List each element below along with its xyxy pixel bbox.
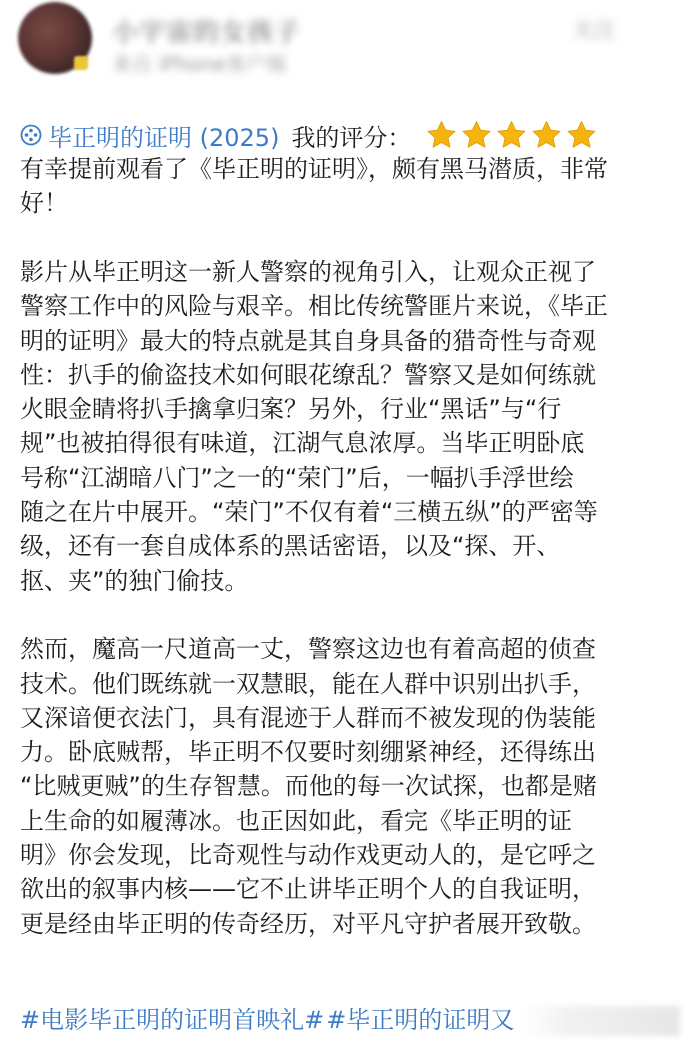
post-text-line: 力。卧底贼帮，毕正明不仅要时刻绷紧神经，还得练出 <box>20 738 596 767</box>
movie-reel-icon <box>20 124 42 146</box>
post-text-line: 欲出的叙事内核——它不止讲毕正明个人的自我证明， <box>20 875 596 904</box>
rating-label: 我的评分： <box>291 123 412 152</box>
hashtag-link[interactable]: #电影毕正明的证明首映礼# <box>20 1006 325 1034</box>
post-text-line: “比贼更贼”的生存智慧。而他的每一次试探，也都是赌 <box>20 772 597 801</box>
post-text-line: 火眼金睛将扒手擒拿归案？另外，行业“黑话”与“行 <box>20 395 562 424</box>
star-icon <box>495 119 528 151</box>
star-icon <box>460 119 493 151</box>
post-text-line: 抠、夹”的独门偷技。 <box>20 566 249 595</box>
star-icon <box>425 119 458 151</box>
post-text-line: 更是经由毕正明的传奇经历，对平凡守护者展开致敬。 <box>20 909 596 938</box>
post-text-line: 有幸提前观看了《毕正明的证明》，颇有黑马潜质，非常 <box>20 155 608 183</box>
star-icon <box>565 119 598 151</box>
post-text-line: 规”也被拍得很有味道，江湖气息浓厚。当毕正明卧底 <box>20 429 585 458</box>
post-text-line: 明》你会发现，比奇观性与动作戏更动人的，是它呼之 <box>20 841 596 869</box>
post-text-line: 性：扒手的偷盗技术如何眼花缭乱？警察又是如何练就 <box>20 360 596 389</box>
post-text-line: 影片从毕正明这一新人警察的视角引入，让观众正视了 <box>20 257 596 286</box>
username[interactable]: 小宇宙的女孩子 <box>112 18 302 48</box>
blurred-overlay <box>520 1006 680 1036</box>
hashtag-link[interactable]: #毕正明的证明又 <box>326 1006 515 1034</box>
post-meta: 来自 iPhone客户端 <box>112 52 286 76</box>
post-text-line: 技术。他们既练就一双慧眼，能在人群中识别出扒手， <box>20 669 596 698</box>
post-text-line: 又深谙便衣法门，具有混迹于人群而不被发现的伪装能 <box>20 703 596 732</box>
post-text-line: 然而，魔高一尺道高一丈，警察这边也有着高超的侦查 <box>20 635 596 664</box>
post-text-line: 明的证明》最大的特点就是其自身具备的猎奇性与奇观 <box>20 326 596 355</box>
rating-line <box>20 118 600 152</box>
verified-badge-icon <box>74 56 88 70</box>
hashtag-row <box>20 1003 516 1037</box>
post-text-line: 号称“江湖暗八门”之一的“荣门”后，一幅扒手浮世绘 <box>20 463 574 492</box>
rating-stars <box>425 119 600 151</box>
post-text-line: 警察工作中的风险与艰辛。相比传统警匪片来说，《毕正 <box>20 292 608 321</box>
post-text-line: 上生命的如履薄冰。也正因如此，看完《毕正明的证 <box>20 806 572 835</box>
movie-link[interactable]: 毕正明的证明 (2025) <box>48 123 280 152</box>
star-icon <box>530 119 563 151</box>
post-text-line: 好！ <box>20 189 68 218</box>
post-header <box>0 0 690 110</box>
post-text-line: 随之在片中展开。“荣门”不仅有着“三横五纵”的严密等 <box>20 498 598 526</box>
follow-button[interactable]: 关注 <box>572 19 617 44</box>
post-text-line: 级，还有一套自成体系的黑话密语，以及“探、开、 <box>20 532 561 561</box>
